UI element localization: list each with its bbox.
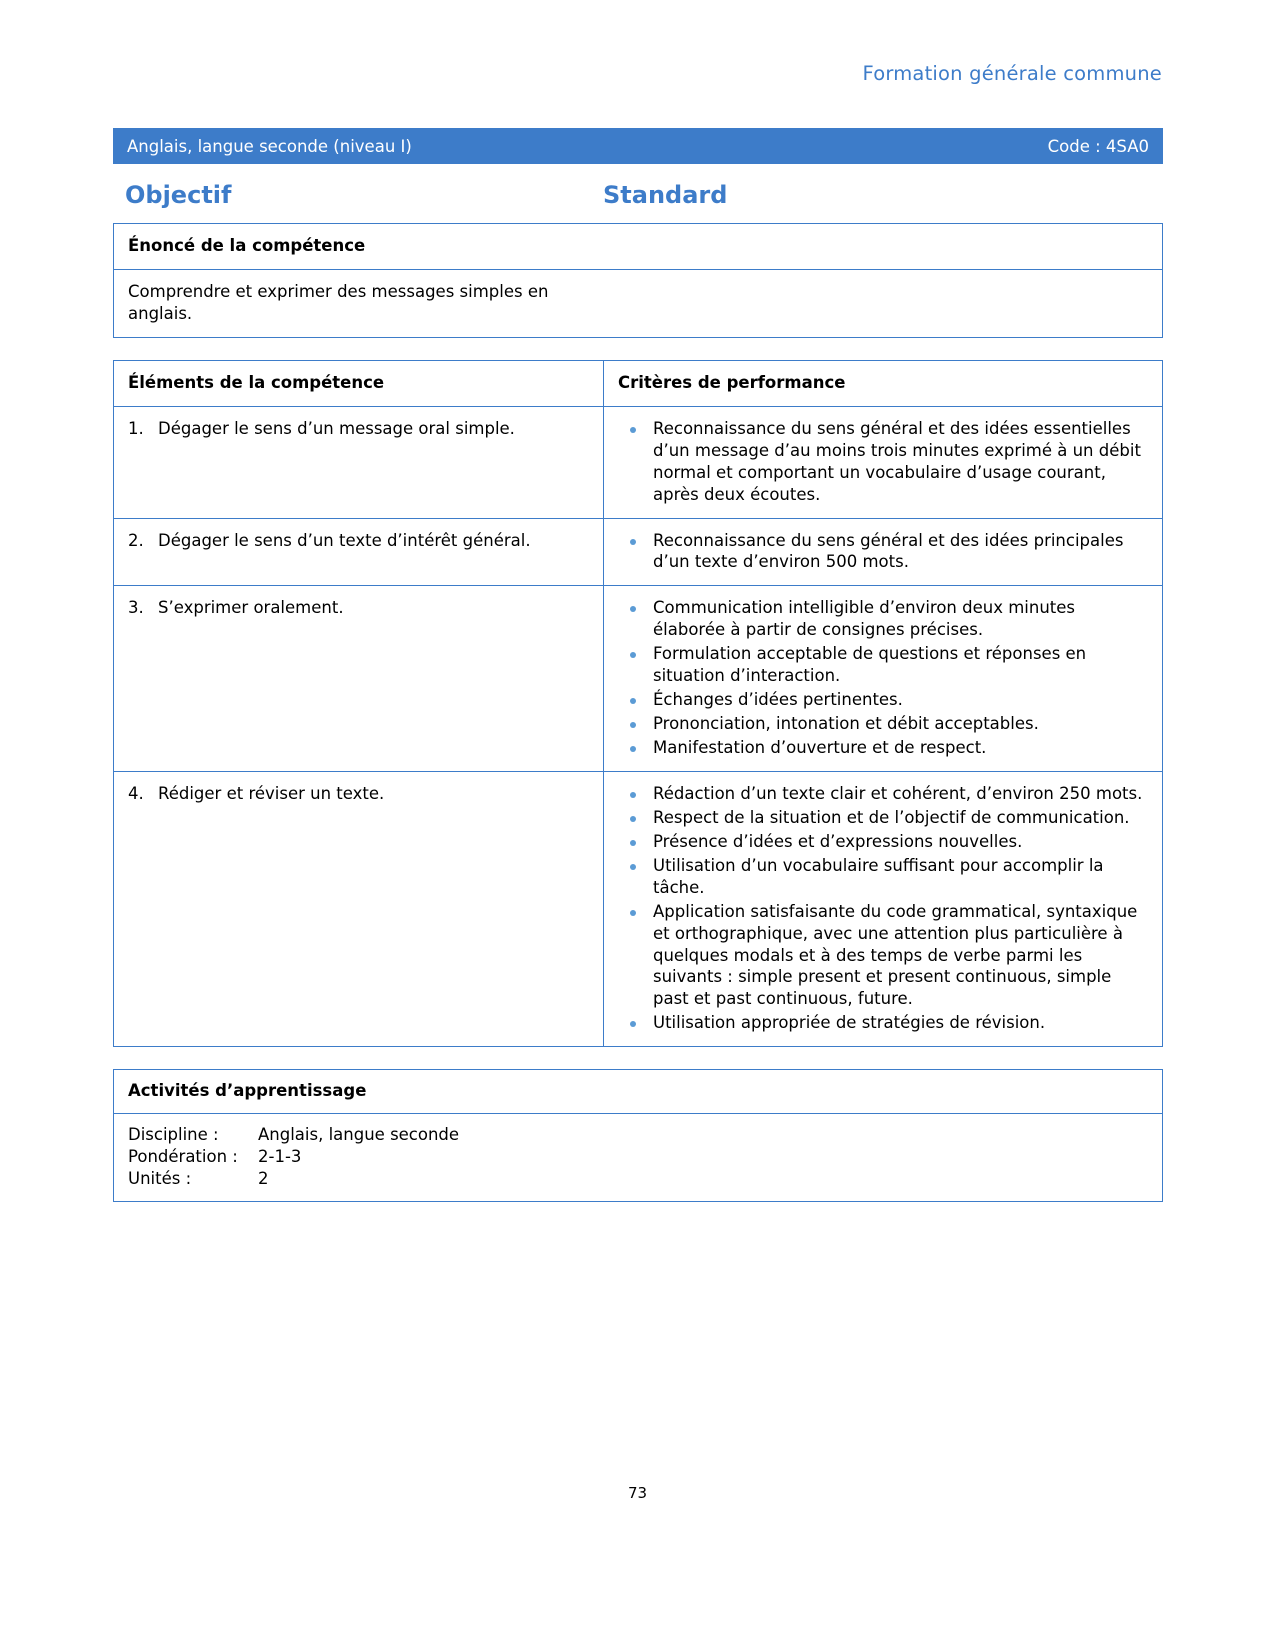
elements-criteria-table: [113, 360, 1163, 1047]
competence-text: Comprendre et exprimer des messages simples en anglais.: [128, 281, 549, 323]
criteria-item: Présence d’idées et d’expressions nouvelles.: [618, 831, 1148, 853]
element-label: Dégager le sens d’un texte d’intérêt général.: [158, 530, 531, 550]
activities-discipline-line: [128, 1124, 1148, 1146]
table-row: [114, 586, 1162, 772]
column-headings: [113, 181, 1163, 209]
criteria-item: Reconnaissance du sens général et des idées essentielles d’un message d’au moins trois minutes exprimé à un débit normal et comportant un vocabulaire d’usage courant, après deux écoutes.: [618, 418, 1148, 506]
competence-statement-block: [113, 223, 1163, 338]
activities-ponderation-line: [128, 1146, 1148, 1168]
criteria-cell: [604, 407, 1162, 518]
course-code: Code : 4SA0: [1047, 136, 1149, 156]
element-number: 2.: [128, 530, 144, 550]
criteria-item: Manifestation d’ouverture et de respect.: [618, 737, 1148, 759]
units-label: Unités :: [128, 1169, 192, 1189]
element-label: S’exprimer oralement.: [158, 598, 344, 618]
table-row: [114, 519, 1162, 587]
heading-objectif: Objectif: [125, 181, 232, 209]
criteria-list: [618, 418, 1148, 506]
element-label: Dégager le sens d’un message oral simple.: [158, 418, 515, 438]
competence-text-row: [114, 270, 1162, 337]
criteria-cell: [604, 586, 1162, 771]
heading-standard: Standard: [603, 181, 728, 209]
element-cell: [114, 407, 604, 518]
activities-header-label: Activités d’apprentissage: [128, 1081, 367, 1101]
criteria-item: Communication intelligible d’environ deux minutes élaborée à partir de consignes précises.: [618, 597, 1148, 641]
criteria-item: Application satisfaisante du code grammatical, syntaxique et orthographique, avec une attention plus particulière à quelques modals et à des temps de verbe parmi les suivants : simple present et present continuous, simple past et past continuous, future.: [618, 901, 1148, 1011]
element-number: 3.: [128, 598, 144, 618]
criteria-item: Reconnaissance du sens général et des idées principales d’un texte d’environ 500 mots.: [618, 530, 1148, 574]
criteria-item: Échanges d’idées pertinentes.: [618, 689, 1148, 711]
competence-text-spacer: [604, 270, 1162, 337]
ponderation-value: 2-1-3: [258, 1147, 302, 1167]
page-header-section-title: Formation générale commune: [862, 62, 1162, 85]
discipline-label: Discipline :: [128, 1125, 219, 1145]
criteria-item: Respect de la situation et de l’objectif de communication.: [618, 807, 1148, 829]
activities-detail-row: [114, 1114, 1162, 1201]
criteria-item: Utilisation appropriée de stratégies de révision.: [618, 1012, 1148, 1034]
competence-header-row: [114, 224, 1162, 270]
element-cell: [114, 519, 604, 586]
element-number: 1.: [128, 418, 144, 438]
criteria-cell: [604, 519, 1162, 586]
criteria-list: [618, 530, 1148, 574]
criteria-item: Formulation acceptable de questions et réponses en situation d’interaction.: [618, 643, 1148, 687]
criteria-item: Utilisation d’un vocabulaire suffisant pour accomplir la tâche.: [618, 855, 1148, 899]
course-title-bar: [113, 128, 1163, 164]
table-header-row: [114, 361, 1162, 407]
competence-header-label: Énoncé de la compétence: [128, 236, 366, 255]
element-cell: [114, 586, 604, 771]
criteria-item: Rédaction d’un texte clair et cohérent, d’environ 250 mots.: [618, 783, 1148, 805]
element-number: 4.: [128, 783, 144, 803]
criteria-item: Prononciation, intonation et débit acceptables.: [618, 713, 1148, 735]
page-content: [113, 128, 1163, 1224]
activities-units-line: [128, 1168, 1148, 1190]
page-number: 73: [627, 1484, 648, 1502]
criteria-list: [618, 597, 1148, 759]
element-cell: [114, 772, 604, 1046]
units-value: 2: [258, 1169, 269, 1189]
table-header-criteria: Critères de performance: [618, 372, 846, 392]
criteria-list: [618, 783, 1148, 1034]
table-row: [114, 772, 1162, 1046]
activities-header-row: [114, 1070, 1162, 1114]
table-row: [114, 407, 1162, 519]
activities-details: [114, 1114, 1162, 1201]
table-header-elements: Éléments de la compétence: [114, 361, 604, 406]
criteria-cell: [604, 772, 1162, 1046]
element-label: Rédiger et réviser un texte.: [158, 783, 385, 803]
course-title: Anglais, langue seconde (niveau I): [127, 136, 412, 156]
learning-activities-block: [113, 1069, 1163, 1202]
discipline-value: Anglais, langue seconde: [258, 1125, 460, 1145]
ponderation-label: Pondération :: [128, 1147, 238, 1167]
